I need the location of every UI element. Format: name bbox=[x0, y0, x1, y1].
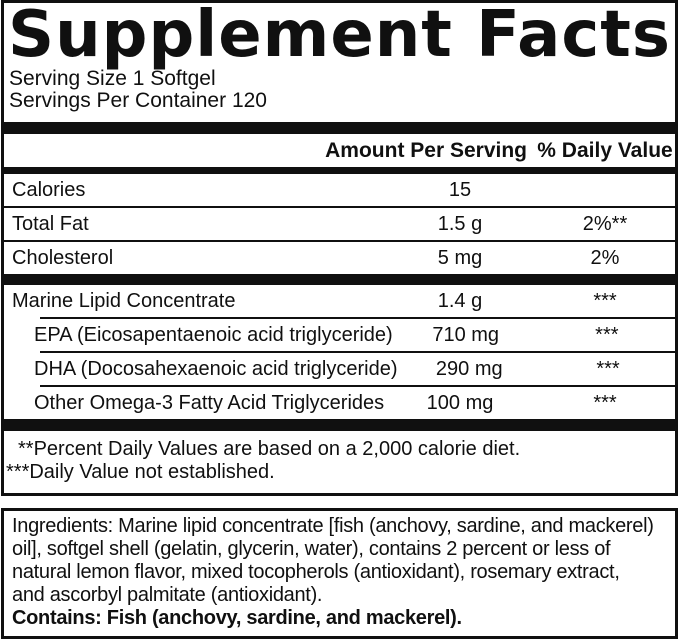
nutrient-daily-value: 2% bbox=[590, 246, 620, 269]
nutrient-amount: 100 mg bbox=[426, 391, 494, 414]
nutrient-name: Marine Lipid Concentrate bbox=[12, 289, 236, 312]
supplement-facts-panel bbox=[1, 0, 678, 496]
nutrient-name: Cholesterol bbox=[12, 246, 114, 269]
divider-bar-medium bbox=[4, 167, 675, 174]
nutrient-amount: 5 mg bbox=[437, 246, 483, 269]
footnote-daily-values: **Percent Daily Values are based on a 2,000 calorie diet. bbox=[18, 437, 521, 460]
nutrient-amount: 1.4 g bbox=[437, 289, 483, 312]
nutrient-row bbox=[4, 208, 675, 240]
nutrient-row bbox=[4, 242, 675, 274]
footnote-not-established: ***Daily Value not established. bbox=[6, 460, 275, 483]
nutrient-name: Calories bbox=[12, 178, 86, 201]
nutrient-row bbox=[4, 285, 675, 317]
nutrient-daily-value: 2%** bbox=[582, 212, 628, 235]
nutrient-amount: 710 mg bbox=[432, 323, 500, 346]
nutrient-daily-value: *** bbox=[593, 391, 617, 414]
serving-info bbox=[9, 68, 675, 113]
nutrient-amount: 15 bbox=[448, 178, 472, 201]
contains-statement: Contains: Fish (anchovy, sardine, and mackerel). bbox=[12, 606, 462, 629]
nutrient-table bbox=[4, 174, 675, 419]
nutrient-daily-value: *** bbox=[596, 357, 620, 380]
amount-per-serving-header: Amount Per Serving bbox=[325, 138, 527, 162]
ingredients-line: natural lemon flavor, mixed tocopherols (antioxidant), rosemary extract, bbox=[12, 560, 620, 583]
footnotes bbox=[4, 431, 675, 493]
nutrient-name: DHA (Docosahexaenoic acid triglyceride) bbox=[34, 357, 398, 380]
nutrient-row bbox=[4, 319, 675, 351]
servings-per-container-text: Servings Per Container 120 bbox=[9, 89, 267, 113]
nutrient-amount: 290 mg bbox=[435, 357, 503, 380]
panel-title: Supplement Facts bbox=[8, 0, 671, 72]
divider-bar-thick bbox=[4, 274, 675, 285]
nutrient-daily-value: *** bbox=[595, 323, 619, 346]
nutrient-name: Total Fat bbox=[12, 212, 89, 235]
ingredients-line: oil], softgel shell (gelatin, glycerin, water), contains 2 percent or less of bbox=[12, 537, 611, 560]
divider-bar-thick bbox=[4, 122, 675, 134]
divider-bar-thick bbox=[4, 419, 675, 431]
nutrient-daily-value: *** bbox=[593, 289, 617, 312]
nutrient-row bbox=[4, 353, 675, 385]
daily-value-header: % Daily Value bbox=[537, 138, 673, 162]
nutrient-amount: 1.5 g bbox=[437, 212, 483, 235]
serving-size-text: Serving Size 1 Softgel bbox=[9, 66, 216, 90]
ingredients-line: and ascorbyl palmitate (antioxidant). bbox=[12, 583, 323, 606]
nutrient-row bbox=[4, 387, 675, 419]
nutrient-name: Other Omega-3 Fatty Acid Triglycerides bbox=[34, 391, 385, 414]
column-headers bbox=[4, 134, 675, 167]
ingredients-line: Ingredients: Marine lipid concentrate [fish (anchovy, sardine, and mackerel) bbox=[12, 514, 654, 537]
nutrient-row bbox=[4, 174, 675, 206]
nutrient-name: EPA (Eicosapentaenoic acid triglyceride) bbox=[34, 323, 393, 346]
ingredients-text bbox=[12, 515, 667, 607]
